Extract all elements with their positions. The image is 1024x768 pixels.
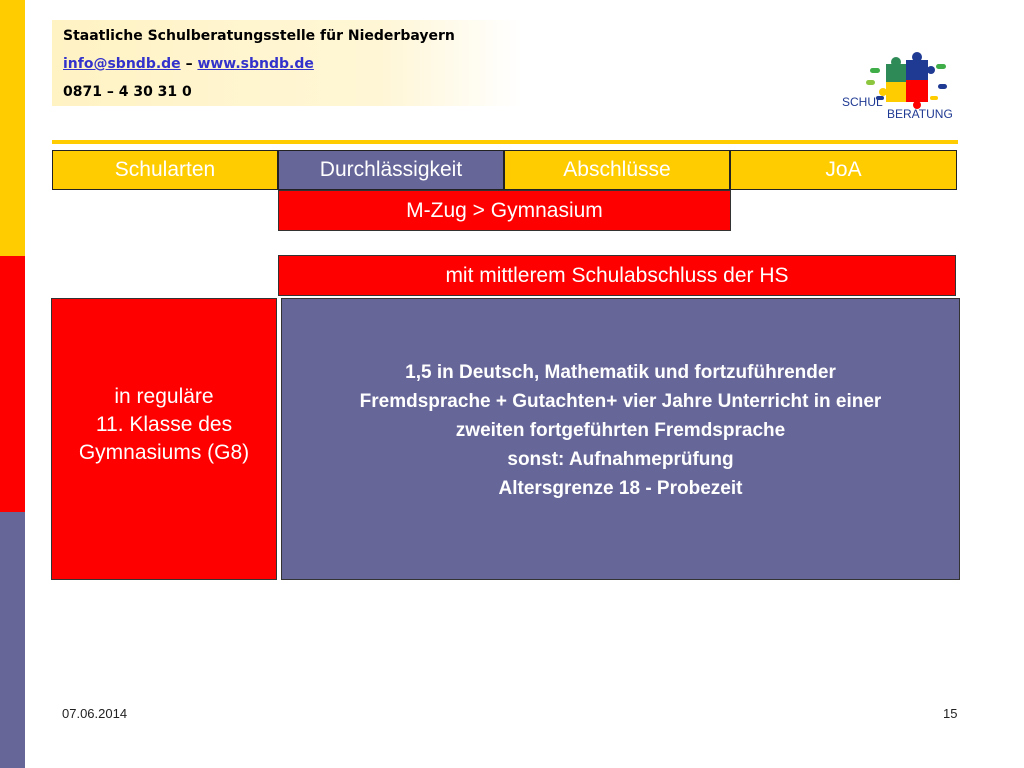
tab-durchlaessigkeit-label: Durchlässigkeit xyxy=(319,158,463,181)
logo-text-line1: SCHUL xyxy=(842,95,883,109)
target-line: in reguläre xyxy=(114,385,214,408)
requirement-line: Fremdsprache + Gutachten+ vier Jahre Unterricht in einer xyxy=(359,390,882,412)
path-label: M-Zug > Gymnasium xyxy=(406,198,603,222)
puzzle-piece-red xyxy=(906,80,928,102)
footer-date: 07.06.2014 xyxy=(62,706,128,721)
condition-bar xyxy=(278,255,956,296)
left-stripe-red xyxy=(0,256,25,512)
org-name: Staatliche Schulberatungsstelle für Niederbayern xyxy=(63,28,455,44)
header-box xyxy=(52,20,522,106)
email-link[interactable]: info@sbndb.de xyxy=(63,56,181,72)
tab-abschluesse[interactable] xyxy=(504,150,730,190)
slide-number: 15 xyxy=(943,706,958,721)
target-line: Gymnasiums (G8) xyxy=(78,441,250,464)
tab-schularten[interactable] xyxy=(52,150,278,190)
requirements-panel xyxy=(281,298,960,580)
target-line: 11. Klasse des xyxy=(95,413,233,436)
condition-label: mit mittlerem Schulabschluss der HS xyxy=(445,263,789,287)
schulberatung-logo xyxy=(840,50,962,122)
tab-joa-label: JoA xyxy=(825,158,862,181)
contact-line xyxy=(63,56,314,72)
puzzle-piece-blue xyxy=(906,60,928,80)
contact-separator: – xyxy=(185,56,193,72)
phone-number: 0871 – 4 30 31 0 xyxy=(63,84,192,100)
logo-text-line2: BERATUNG xyxy=(887,107,953,121)
left-stripe-yellow xyxy=(0,0,25,256)
requirement-line: sonst: Aufnahmeprüfung xyxy=(507,448,734,470)
target-panel xyxy=(51,298,277,580)
tab-abschluesse-label: Abschlüsse xyxy=(563,158,671,181)
requirement-line: zweiten fortgeführten Fremdsprache xyxy=(455,419,786,441)
header-divider xyxy=(52,140,958,144)
left-stripe-purple xyxy=(0,512,25,768)
tab-durchlaessigkeit[interactable] xyxy=(278,150,504,190)
puzzle-piece-yellow xyxy=(886,82,906,102)
path-label-bar xyxy=(278,190,731,231)
requirement-line: 1,5 in Deutsch, Mathematik und fortzuführender xyxy=(405,361,836,383)
website-link[interactable]: www.sbndb.de xyxy=(197,56,314,72)
requirement-line: Altersgrenze 18 - Probezeit xyxy=(498,477,743,499)
tab-schularten-label: Schularten xyxy=(114,158,216,181)
tab-joa[interactable] xyxy=(730,150,957,190)
